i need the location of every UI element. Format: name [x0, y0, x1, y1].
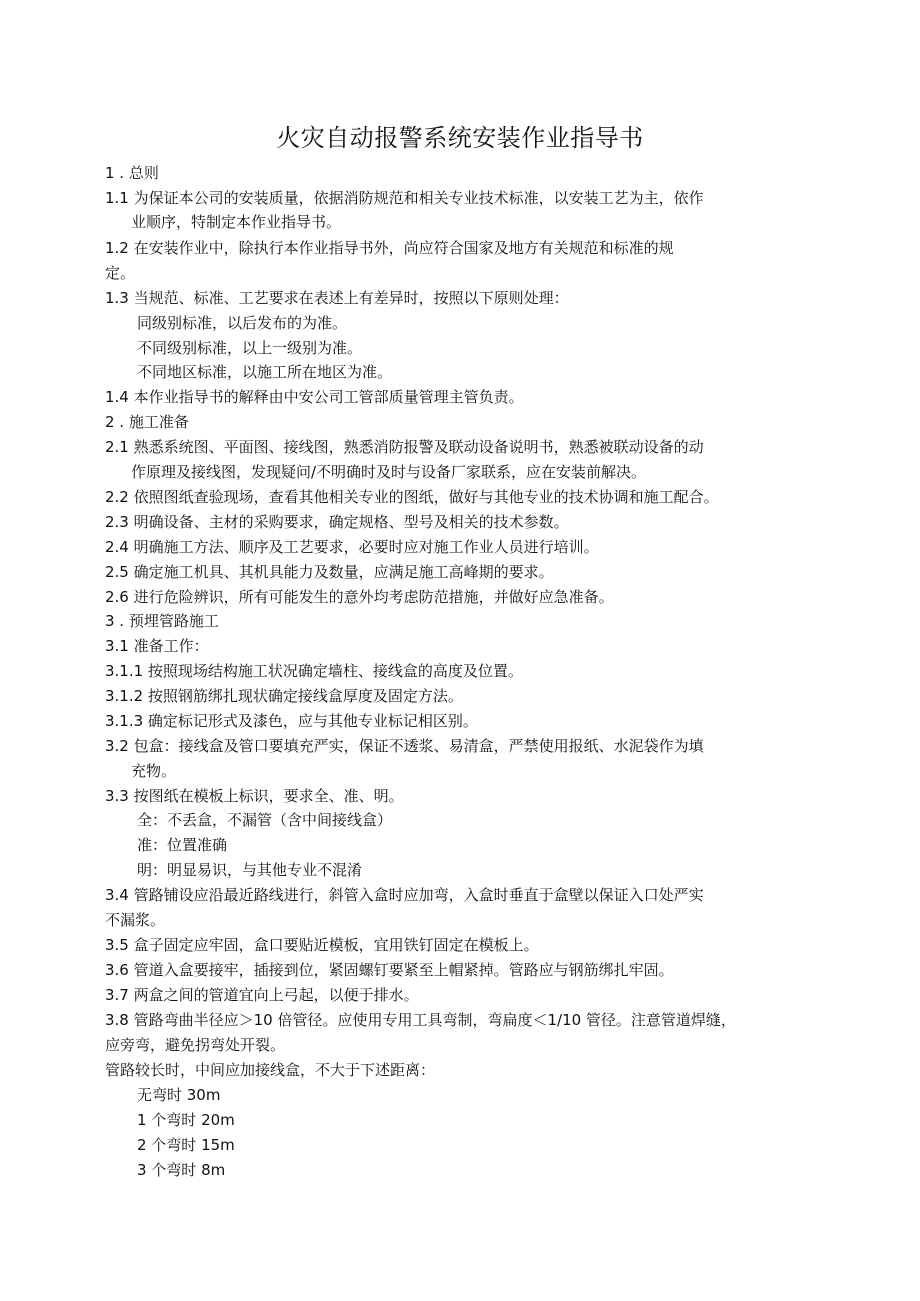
clause-3-1-2: 3.1.2 按照钢筋绑扎现状确定接线盒厚度及固定方法。 [105, 687, 463, 705]
clause-3-3: 3.3 按图纸在模板上标识，要求全、准、明。 [105, 787, 404, 805]
clause-1-2-cont: 定。 [105, 264, 136, 282]
clause-1-2: 1.2 在安装作业中，除执行本作业指导书外，尚应符合国家及地方有关规范和标准的规 [105, 239, 674, 257]
clause-2-1-cont: 作原理及接线图，发现疑问/不明确时及时与设备厂家联系，应在安装前解决。 [131, 463, 647, 481]
clause-1-3-item-2: 不同级别标准，以上一级别为准。 [137, 339, 363, 357]
clause-3-2-cont: 充物。 [131, 762, 177, 780]
clause-2-4: 2.4 明确施工方法、顺序及工艺要求，必要时应对施工作业人员进行培训。 [105, 538, 599, 556]
clause-3-1-3: 3.1.3 确定标记形式及漆色，应与其他专业标记相区别。 [105, 712, 478, 730]
clause-3-8: 3.8 管路弯曲半径应＞10 倍管径。应使用专用工具弯制，弯扁度＜1/10 管径。注意管道焊缝， [105, 1011, 736, 1029]
section-3-heading: 3 . 预埋管路施工 [105, 612, 219, 630]
clause-2-2: 2.2 依照图纸查验现场，查看其他相关专业的图纸，做好与其他专业的技术协调和施工配合。 [105, 488, 719, 506]
pipe-distance-item-1: 无弯时 30m [137, 1086, 221, 1104]
document-title: 火灾自动报警系统安装作业指导书 [276, 124, 644, 152]
clause-1-4: 1.4 本作业指导书的解释由中安公司工管部质量管理主管负责。 [105, 388, 524, 406]
pipe-distance-intro: 管路较长时，中间应加接线盒，不大于下述距离： [105, 1061, 436, 1079]
clause-3-4: 3.4 管路铺设应沿最近路线进行，斜管入盒时应加弯，入盒时垂直于盒壁以保证入口处严实 [105, 886, 704, 904]
clause-3-3-item-2: 准：位置准确 [137, 836, 228, 854]
clause-3-3-item-1: 全：不丢盒，不漏管（含中间接线盒） [137, 811, 393, 829]
clause-1-1: 1.1 为保证本公司的安装质量，依据消防规范和相关专业技术标准，以安装工艺为主，依作 [105, 189, 704, 207]
clause-2-6: 2.6 进行危险辨识，所有可能发生的意外均考虑防范措施，并做好应急准备。 [105, 588, 614, 606]
clause-1-3-item-3: 不同地区标准，以施工所在地区为准。 [137, 363, 393, 381]
pipe-distance-item-4: 3 个弯时 8m [137, 1161, 226, 1179]
clause-1-3-item-1: 同级别标准，以后发布的为准。 [137, 314, 348, 332]
clause-1-1-cont: 业顺序，特制定本作业指导书。 [131, 213, 342, 231]
clause-3-5: 3.5 盒子固定应牢固，盒口要贴近模板，宜用铁钉固定在模板上。 [105, 936, 539, 954]
clause-2-3: 2.3 明确设备、主材的采购要求，确定规格、型号及相关的技术参数。 [105, 513, 569, 531]
clause-3-1-1: 3.1.1 按照现场结构施工状况确定墙柱、接线盒的高度及位置。 [105, 662, 523, 680]
clause-3-4-cont: 不漏浆。 [105, 911, 166, 929]
pipe-distance-item-2: 1 个弯时 20m [137, 1111, 235, 1129]
pipe-distance-item-3: 2 个弯时 15m [137, 1136, 235, 1154]
clause-3-1: 3.1 准备工作： [105, 637, 209, 655]
section-2-heading: 2 . 施工准备 [105, 413, 189, 431]
clause-3-3-item-3: 明：明显易识，与其他专业不混淆 [137, 861, 363, 879]
clause-3-6: 3.6 管道入盒要接牢，插接到位，紧固螺钉要紧至上帽紧掉。管路应与钢筋绑扎牢固。 [105, 961, 674, 979]
clause-2-1: 2.1 熟悉系统图、平面图、接线图，熟悉消防报警及联动设备说明书，熟悉被联动设备的动 [105, 438, 704, 456]
clause-3-8-cont: 应旁弯，避免拐弯处开裂。 [105, 1036, 286, 1054]
clause-1-3: 1.3 当规范、标准、工艺要求在表述上有差异时，按照以下原则处理： [105, 289, 569, 307]
section-1-heading: 1 . 总则 [105, 164, 159, 182]
clause-2-5: 2.5 确定施工机具、其机具能力及数量，应满足施工高峰期的要求。 [105, 563, 554, 581]
clause-3-2: 3.2 包盒：接线盒及管口要填充严实，保证不透浆、易清盒，严禁使用报纸、水泥袋作为填 [105, 737, 704, 755]
clause-3-7: 3.7 两盒之间的管道宜向上弓起，以便于排水。 [105, 986, 419, 1004]
